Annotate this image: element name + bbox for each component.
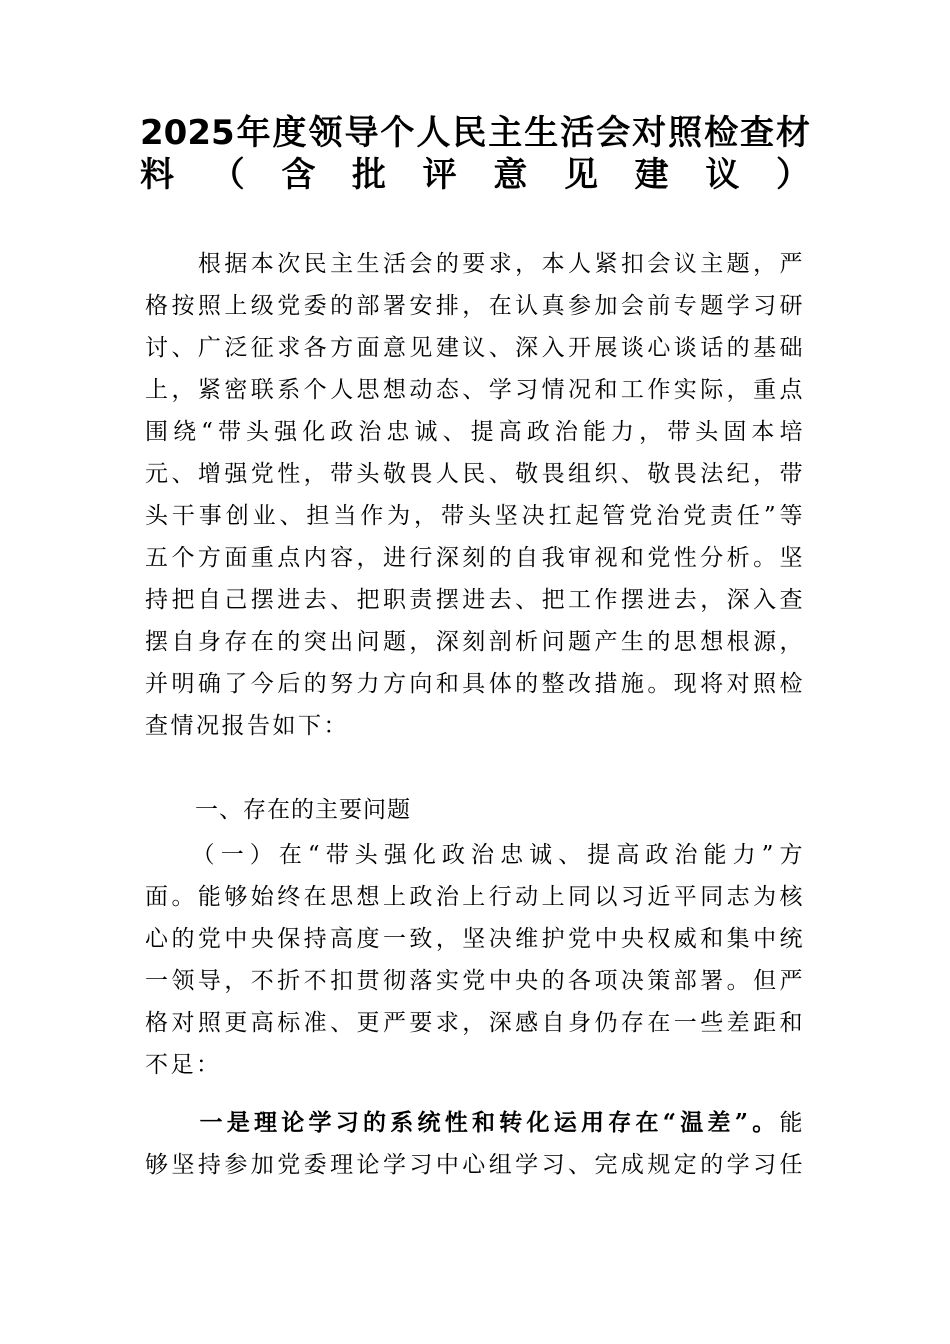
paragraph-line: 心的党中央保持高度一致，坚决维护党中央权威和集中统: [145, 926, 805, 952]
subsection-paragraph: [145, 834, 805, 1086]
paragraph-line: 摆自身存在的突出问题，深刻剖析问题产生的思想根源，: [145, 629, 805, 655]
point-one-paragraph: [145, 1102, 805, 1186]
title-line: 2025年度领导个人民主生活会对照检查材: [140, 113, 810, 153]
paragraph-line: 格按照上级党委的部署安排，在认真参加会前专题学习研: [145, 293, 805, 319]
paragraph-line: 并明确了今后的努力方向和具体的整改措施。现将对照检: [145, 671, 805, 697]
paragraph-line: 面。能够始终在思想上政治上行动上同以习近平同志为核: [145, 884, 805, 910]
point-one-continuation: 能: [779, 1110, 805, 1136]
paragraph-line: 不足：: [145, 1052, 222, 1078]
paragraph-line: 上，紧密联系个人思想动态、学习情况和工作实际，重点: [145, 377, 805, 403]
paragraph-line: 头干事创业、担当作为，带头坚决扛起管党治党责任”等: [145, 503, 805, 529]
paragraph-line: 围绕“带头强化政治忠诚、提高政治能力，带头固本培: [145, 419, 805, 445]
paragraph-line: 查情况报告如下：: [145, 713, 349, 739]
intro-paragraph: [145, 243, 805, 747]
document-title: [140, 112, 810, 196]
paragraph-line: [145, 1102, 805, 1144]
paragraph-line: 讨、广泛征求各方面意见建议、深入开展谈心谈话的基础: [145, 335, 805, 361]
section-heading: 一、存在的主要问题: [195, 797, 411, 823]
paragraph-line: 五个方面重点内容，进行深刻的自我审视和党性分析。坚: [145, 545, 805, 571]
paragraph-line: 持把自己摆进去、把职责摆进去、把工作摆进去，深入查: [145, 587, 805, 613]
paragraph-line: 一领导，不折不扣贯彻落实党中央的各项决策部署。但严: [145, 968, 805, 994]
paragraph-line: 元、增强党性，带头敬畏人民、敬畏组织、敬畏法纪，带: [145, 461, 805, 487]
point-one-lead: 一是理论学习的系统性和转化运用存在“温差”。: [145, 1109, 780, 1136]
paragraph-line: 够坚持参加党委理论学习中心组学习、完成规定的学习任: [145, 1152, 805, 1178]
title-line: 料（含批评意见建议）: [140, 155, 810, 195]
paragraph-line: 格对照更高标准、更严要求，深感自身仍存在一些差距和: [145, 1010, 805, 1036]
paragraph-line: 根据本次民主生活会的要求，本人紧扣会议主题，严: [145, 251, 805, 277]
paragraph-line: （一）在“带头强化政治忠诚、提高政治能力”方: [145, 842, 805, 868]
section-heading-block: [145, 789, 805, 831]
